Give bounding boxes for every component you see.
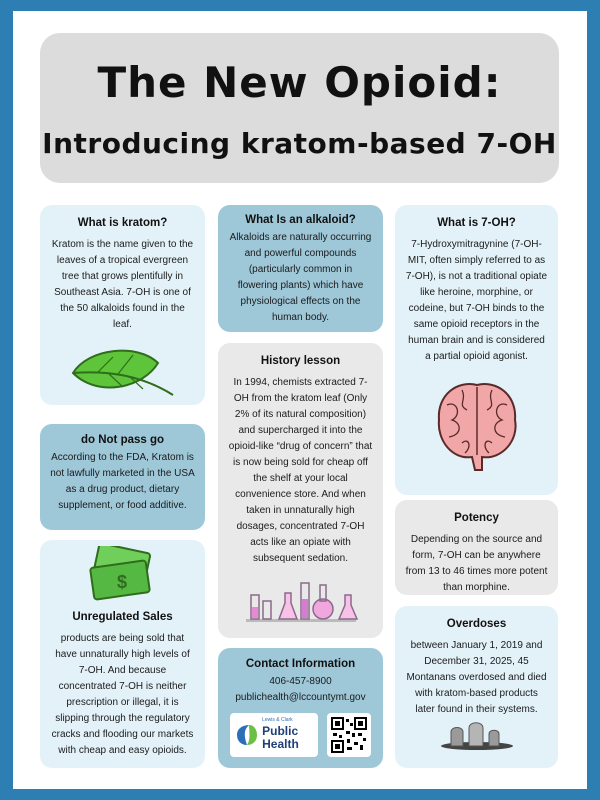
history-card — [218, 343, 383, 638]
overdoses-card — [395, 606, 558, 768]
logo-public-text: Public — [262, 724, 299, 738]
dont-pass-go-body: According to the FDA, Kratom is not lawfully marketed in the USA as a drug product, dietary supplement, or food additive. — [50, 452, 195, 511]
potency-card — [395, 500, 558, 595]
alkaloid-card — [218, 205, 383, 332]
dont-pass-go-card — [40, 424, 205, 530]
contact-heading: Contact Information — [245, 658, 356, 670]
contact-phone[interactable]: 406-457-8900 — [269, 676, 332, 687]
money-icon — [88, 546, 158, 601]
contact-card — [218, 648, 383, 768]
dont-pass-go-heading: do Not pass go — [80, 434, 165, 446]
kratom-body: Kratom is the name given to the leaves of a tropical evergreen tree that grows plentifully in Southeast Asia. 7-OH is one of the 50 alkaloids found in the leaf. — [51, 239, 194, 330]
page-subtitle: Introducing kratom-based 7-OH — [42, 127, 557, 160]
seven-oh-heading: What is 7-OH? — [437, 217, 516, 229]
history-body: In 1994, chemists extracted 7-OH from the kratom leaf (Only 2% of its natural composition) and supercharged it into the opioid-like “drug of concern” that is now being sold for cheap off the shelf at your local convenience store. And when taken in unnaturally high dosages, concentrated 7-OH acts like an opiate with subsequent sedation. — [228, 377, 373, 564]
leaf-icon — [68, 343, 178, 403]
gravestones-icon — [437, 720, 517, 750]
lab-glassware-icon — [241, 573, 361, 623]
title-banner — [40, 33, 559, 183]
potency-body: Depending on the source and form, 7-OH can be anywhere from 13 to 46 times more potent than morphine. — [405, 534, 548, 593]
svg-text:$: $ — [116, 572, 127, 592]
kratom-heading: What is kratom? — [77, 217, 168, 229]
brain-icon — [427, 375, 527, 475]
logo-health-text: Health — [262, 737, 299, 751]
potency-heading: Potency — [454, 512, 499, 524]
alkaloid-body: Alkaloids are naturally occurring and powerful compounds (particularly common in flowering plants) which have physiological effects on the human body. — [229, 232, 372, 323]
history-heading: History lesson — [260, 355, 341, 367]
logo-small-text: Lewis & Clark — [262, 717, 293, 723]
public-health-logo — [230, 713, 318, 757]
seven-oh-card — [395, 205, 558, 495]
kratom-card — [40, 205, 205, 405]
page-title: The New Opioid: — [97, 58, 502, 107]
overdoses-heading: Overdoses — [446, 618, 507, 630]
alkaloid-heading: What Is an alkaloid? — [245, 214, 356, 226]
overdoses-body: between January 1, 2019 and December 31, 2025, 45 Montanans overdosed and died with kratom-based products later found in their systems. — [406, 640, 547, 715]
unregulated-sales-heading: Unregulated Sales — [72, 611, 173, 623]
contact-email[interactable]: publichealth@lccountymt.gov — [235, 692, 366, 703]
seven-oh-body: 7-Hydroxymitragynine (7-OH-MIT, often simply referred to as 7-OH), is not a traditional opiate like heroine, morphine, or codeine, but 7-OH binds to the same opioid receptors in the human brain and is considered a partial opioid agonist. — [405, 239, 548, 362]
logo-mark-icon — [235, 723, 259, 747]
unregulated-sales-body: products are being sold that have unnaturally high levels of 7-OH. And because concentrated 7-OH is neither prescription or illegal, it is slipping through the regulatory cracks and flooding our markets with cheap and easy opioids. — [51, 633, 194, 756]
qr-code-icon[interactable] — [327, 713, 371, 757]
unregulated-sales-card — [40, 540, 205, 768]
